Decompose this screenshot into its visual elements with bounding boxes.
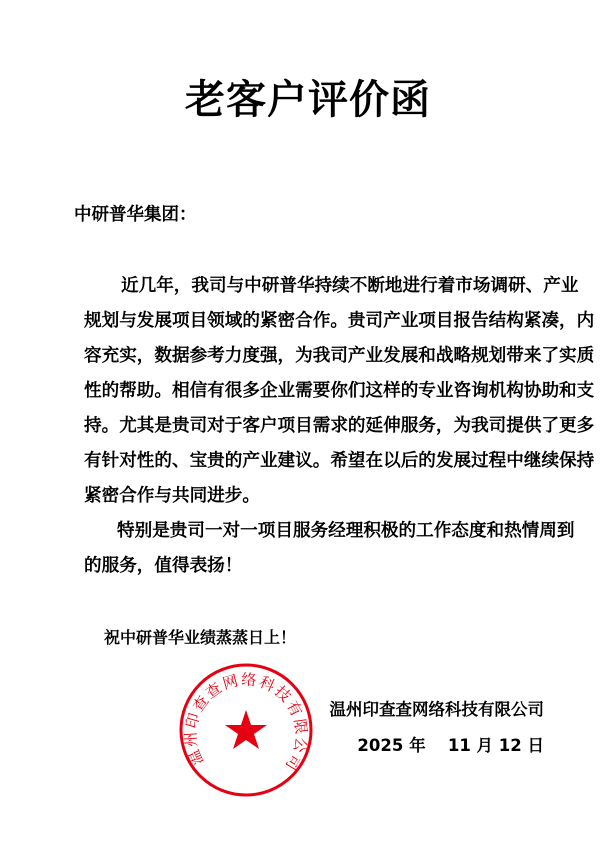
salutation: 中研普华集团： [74, 205, 197, 225]
letter-title: 老客户评价函 [185, 77, 431, 123]
body-line: 容充实，数据参考力度强，为我司产业发展和战略规划带来了实质 [84, 346, 595, 366]
body-line: 有针对性的、宝贵的产业建议。希望在以后的发展过程中继续保持 [84, 451, 595, 471]
closing-wish: 祝中研普华业绩蒸蒸日上！ [104, 628, 297, 647]
body-line: 持。尤其是贵司对于客户项目需求的延伸服务，为我司提供了更多 [84, 416, 595, 436]
body-line: 性的帮助。相信有很多企业需要你们这样的专业咨询机构协助和支 [84, 381, 595, 401]
seal-text: 温州印查查网络科技有限公司 [181, 670, 311, 776]
body-line: 的服务，值得表扬！ [84, 556, 243, 576]
seal-star-icon [225, 710, 267, 749]
company-seal [178, 662, 314, 798]
company-signature: 温州印查查网络科技有限公司 [329, 700, 544, 719]
body-line: 特别是贵司一对一项目服务经理积极的工作态度和热情周到 [117, 521, 575, 541]
body-line: 规划与发展项目领域的紧密合作。贵司产业项目报告结构紧凑，内 [84, 311, 595, 331]
letter-date: 2025 年 11 月 12 日 [357, 736, 544, 755]
body-line: 紧密合作与共同进步。 [84, 486, 260, 506]
body-line: 近几年，我司与中研普华持续不断地进行着市场调研、产业 [121, 276, 579, 296]
